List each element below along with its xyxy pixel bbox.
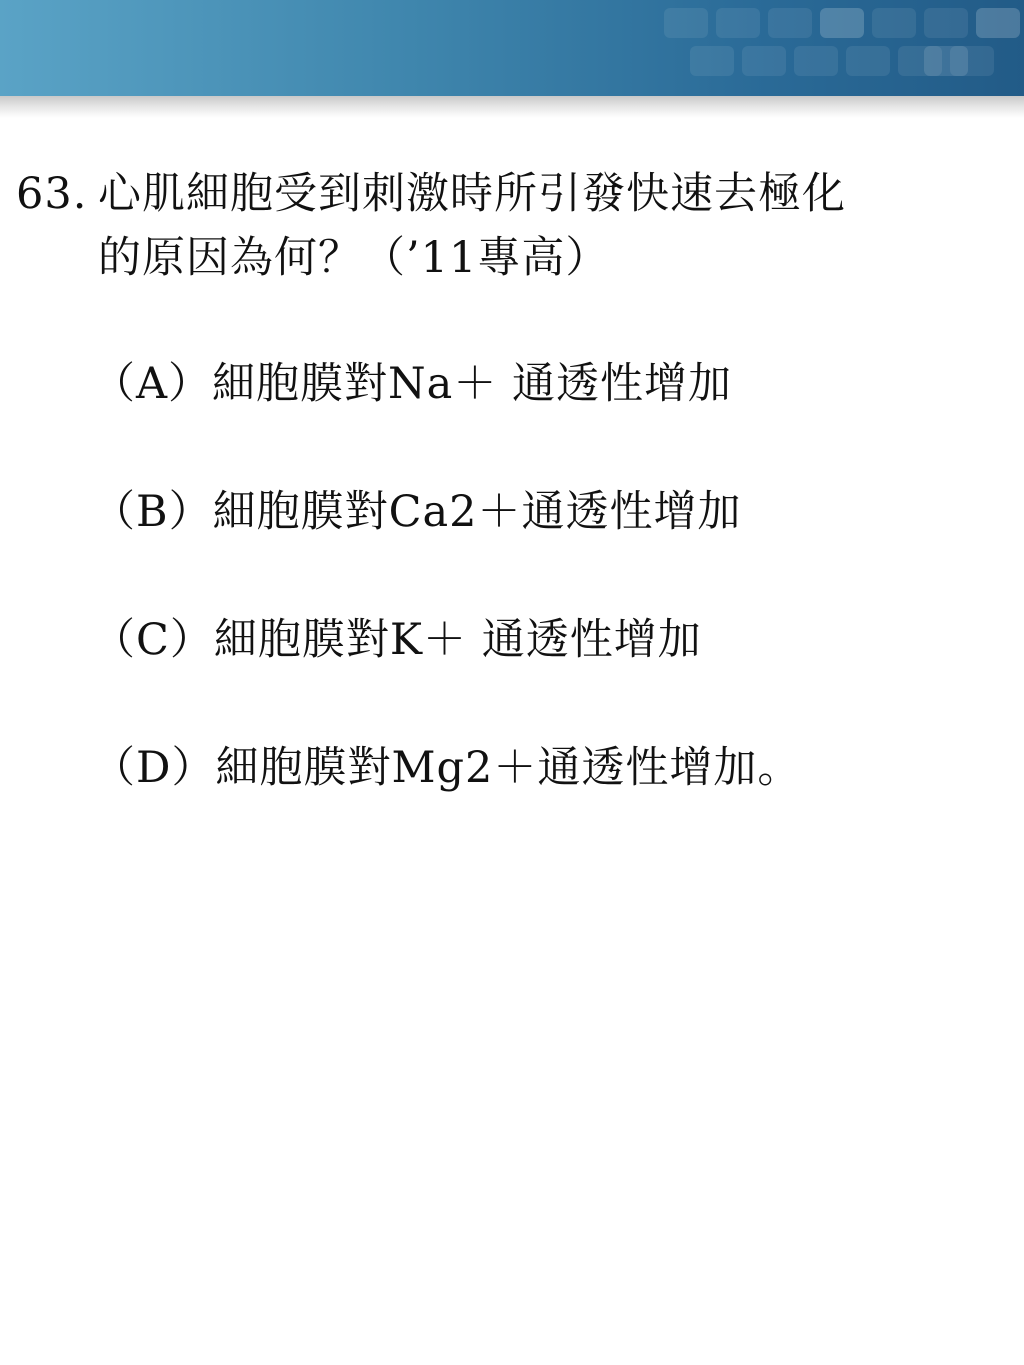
header-shadow [0,96,1024,118]
question-block [16,162,1006,290]
option-b: （B）細胞膜對Ca2＋通透性增加 [92,487,742,537]
question-indent [16,226,98,290]
option-c: （C）細胞膜對K＋ 通透性增加 [92,615,702,665]
question-number: 63. [16,169,88,219]
question-text-line-2: 的原因為何？（’11專高） [98,233,610,283]
question-line-2 [16,226,1006,290]
question-line-1 [16,162,1006,226]
option-d: （D）細胞膜對Mg2＋通透性增加。 [92,743,802,793]
option-a: （A）細胞膜對Na＋ 通透性增加 [92,359,732,409]
header-banner [0,0,1024,96]
question-text-line-1: 心肌細胞受到刺激時所引發快速去極化 [98,169,846,219]
header-tile-pattern [604,0,1024,96]
